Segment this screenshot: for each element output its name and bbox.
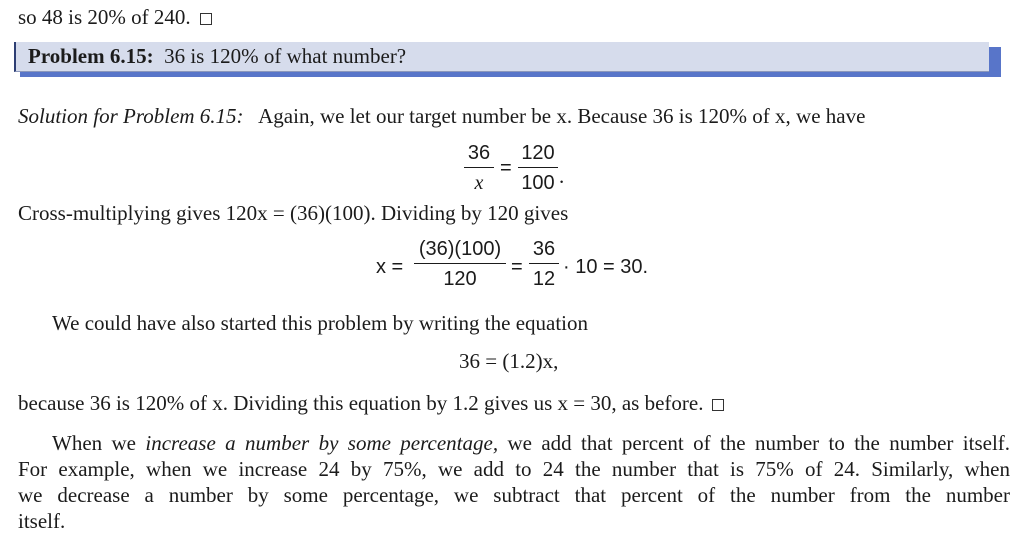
solution-label: Solution for Problem 6.15: — [18, 104, 244, 128]
previous-solution-text: so 48 is 20% of 240. — [18, 5, 191, 29]
paragraph-line-1 — [18, 430, 1010, 456]
previous-solution-end — [18, 4, 212, 30]
fraction-36-over-12 — [529, 236, 559, 292]
problem-question: 36 is 120% of what number? — [164, 44, 407, 68]
cross-multiply-line: Cross-multiplying gives 120x = (36)(100). Dividing by 120 gives — [18, 201, 569, 225]
equation-linear: 36 = (1.2)x, — [459, 349, 559, 373]
solution-intro-text: Again, we let our target number be x. Because 36 is 120% of x, we have — [258, 104, 866, 128]
solution-intro-line — [18, 103, 865, 129]
fraction-120-over-100 — [518, 140, 558, 196]
paragraph-rest: we add that percent of the number to the number itself. — [507, 431, 1011, 455]
equals-sign: = — [511, 256, 523, 278]
fraction-numerator: 36 — [467, 142, 491, 164]
paragraph-line-3: we decrease a number by some percentage, we subtract that percent of the number from the number — [18, 483, 1010, 507]
problem-label: Problem 6.15: — [28, 44, 154, 68]
paragraph-emphasis: increase a number by some percentage, — [145, 431, 499, 455]
fraction-denominator: 12 — [532, 268, 556, 290]
equals-sign: = — [500, 157, 512, 179]
fraction-numerator: 120 — [521, 142, 555, 164]
fraction-numerator: 36 — [532, 238, 556, 260]
fraction-bar — [414, 263, 506, 264]
percent-increase-paragraph — [18, 430, 1010, 534]
fraction-numerator: (36)(100) — [418, 238, 502, 260]
qed-square-icon — [712, 399, 724, 411]
fraction-bar — [518, 167, 558, 168]
fraction-bar — [529, 263, 559, 264]
equation-lhs: x = — [376, 256, 404, 278]
alternative-conclusion-line — [18, 390, 724, 416]
paragraph-line-2: For example, when we increase 24 by 75%, we add to 24 the number that is 75% of 24. Similarly, when — [18, 457, 1010, 481]
fraction-denominator: x — [474, 172, 484, 194]
problem-banner — [14, 42, 989, 72]
equation-tail: · 10 = 30. — [563, 256, 649, 278]
banner-shadow-bottom — [20, 72, 1001, 77]
qed-square-icon — [200, 13, 212, 25]
fraction-bar — [464, 167, 494, 168]
alternative-conclusion-text: because 36 is 120% of x. Dividing this equation by 1.2 gives us x = 30, as before. — [18, 391, 704, 415]
fraction-36-over-x — [464, 140, 494, 196]
paragraph-lead: When we — [52, 431, 137, 455]
problem-statement — [28, 43, 406, 69]
paragraph-line-4: itself. — [18, 509, 66, 533]
fraction-denominator: 100 — [521, 172, 555, 194]
alternative-intro-line: We could have also started this problem by writing the equation — [52, 311, 589, 335]
fraction-product-over-120 — [414, 236, 506, 292]
equation-period: . — [559, 164, 565, 188]
fraction-denominator: 120 — [443, 268, 477, 290]
